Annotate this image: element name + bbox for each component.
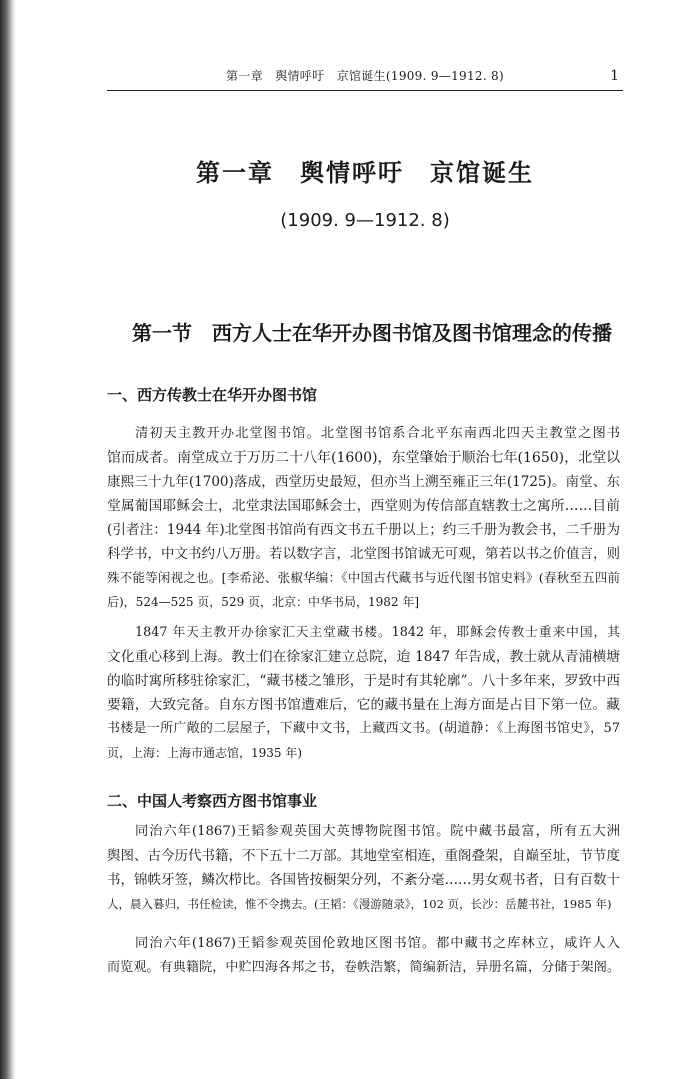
text-line: 同治六年(1867)王韬参观英国伦敦地区图书馆。都中藏书之库林立，咸许人入: [135, 936, 620, 951]
text-line: 殊不能等闲视之也。[李希泌、张椒华编：《中国古代藏书与近代图书馆史料》(春秋至五四前: [107, 570, 620, 585]
paragraph-beitang: [107, 422, 620, 614]
text-line: 书，锦帙牙签，鳞次栉比。各国皆按橱架分列，不紊分毫……男女观书者，日有百数十: [107, 872, 620, 888]
text-line: 同治六年(1867)王韬参观英国大英博物院图书馆。院中藏书最富，所有五大洲: [135, 824, 620, 839]
text-line: 1847 年天主教开办徐家汇天主堂藏书楼。1842 年，耶稣会传教士重来中国，其: [135, 625, 620, 640]
running-header: [107, 66, 623, 86]
chapter-title: 第一章 舆情呼吁 京馆诞生: [196, 158, 534, 187]
paragraph-london-libraries: [107, 932, 620, 980]
text-line: 要籍，大致完备。自东方图书馆遭难后，它的藏书量在上海方面是占目下第一位。藏: [107, 697, 620, 713]
section-title: 第一节 西方人士在华开办图书馆及图书馆理念的传播: [132, 321, 612, 345]
chapter-dates: (1909. 9—1912. 8): [280, 210, 450, 231]
text-line: (引者注：1944 年)北堂图书馆尚有西文书五千册以上；约三千册为教会书，二千册为: [107, 522, 620, 538]
text-line: 堂属葡国耶稣会士，北堂隶法国耶稣会士，西堂则为传信部直辖教士之寓所……目前: [107, 498, 620, 514]
header-rule: [107, 90, 623, 91]
text-line: 书楼是一所广敞的二层屋子，下藏中文书，上藏西文书。(胡道静：《上海图书馆史》，57: [107, 721, 620, 736]
page-number: 1: [610, 68, 619, 84]
text-line: 文化重心移到上海。教士们在徐家汇建立总院，迨 1847 年告成，教士就从青浦横塘: [107, 649, 620, 665]
subsection-heading-1: 一、西方传教士在华开办图书馆: [107, 386, 318, 404]
subsection-heading-2: 二、中国人考察西方图书馆事业: [107, 792, 318, 810]
paragraph-xujiahui: [107, 621, 620, 765]
citation-line: 后)，524—525 页，529 页，北京：中华书局，1982 年]: [107, 595, 420, 609]
book-spine-shadow: [0, 0, 16, 1079]
text-line: 馆而成者。南堂成立于万历二十八年(1600)，东堂肇始于顺治七年(1650)，北堂以: [107, 450, 621, 466]
text-line: 的临时寓所移驻徐家汇，“藏书楼之雏形，于是时有其轮廓”。八十多年来，罗致中西: [107, 673, 620, 689]
text-line: 科学书，中文书约八万册。若以数字言，北堂图书馆诚无可观，第若以书之价值言，则: [107, 546, 620, 562]
text-line: 康熙三十九年(1700)落成，西堂历史最短，但亦当上溯至雍正三年(1725)。南堂、东: [107, 474, 620, 490]
paragraph-british-museum: [107, 820, 620, 916]
text-line: 人，晨入暮归，书任检读，惟不令携去。(王韬：《漫游随录》，102 页，长沙：岳麓书社，1985 年): [107, 897, 612, 911]
running-header-title: 第一章 舆情呼吁 京馆诞生(1909. 9—1912. 8): [226, 69, 504, 83]
text-line: 而览观。有典籍院，中贮四海各邦之书，卷帙浩繁，简编新洁，异册名篇，分储于架阁。: [107, 960, 620, 975]
text-line: 舆图、古今历代书籍，不下五十二万部。其地堂室相连，重阁叠架，自巅至址，节节度: [107, 848, 620, 864]
citation-line: 页，上海：上海市通志馆，1935 年): [107, 746, 303, 760]
text-line: 清初天主教开办北堂图书馆。北堂图书馆系合北平东南西北四天主教堂之图书: [135, 426, 620, 441]
